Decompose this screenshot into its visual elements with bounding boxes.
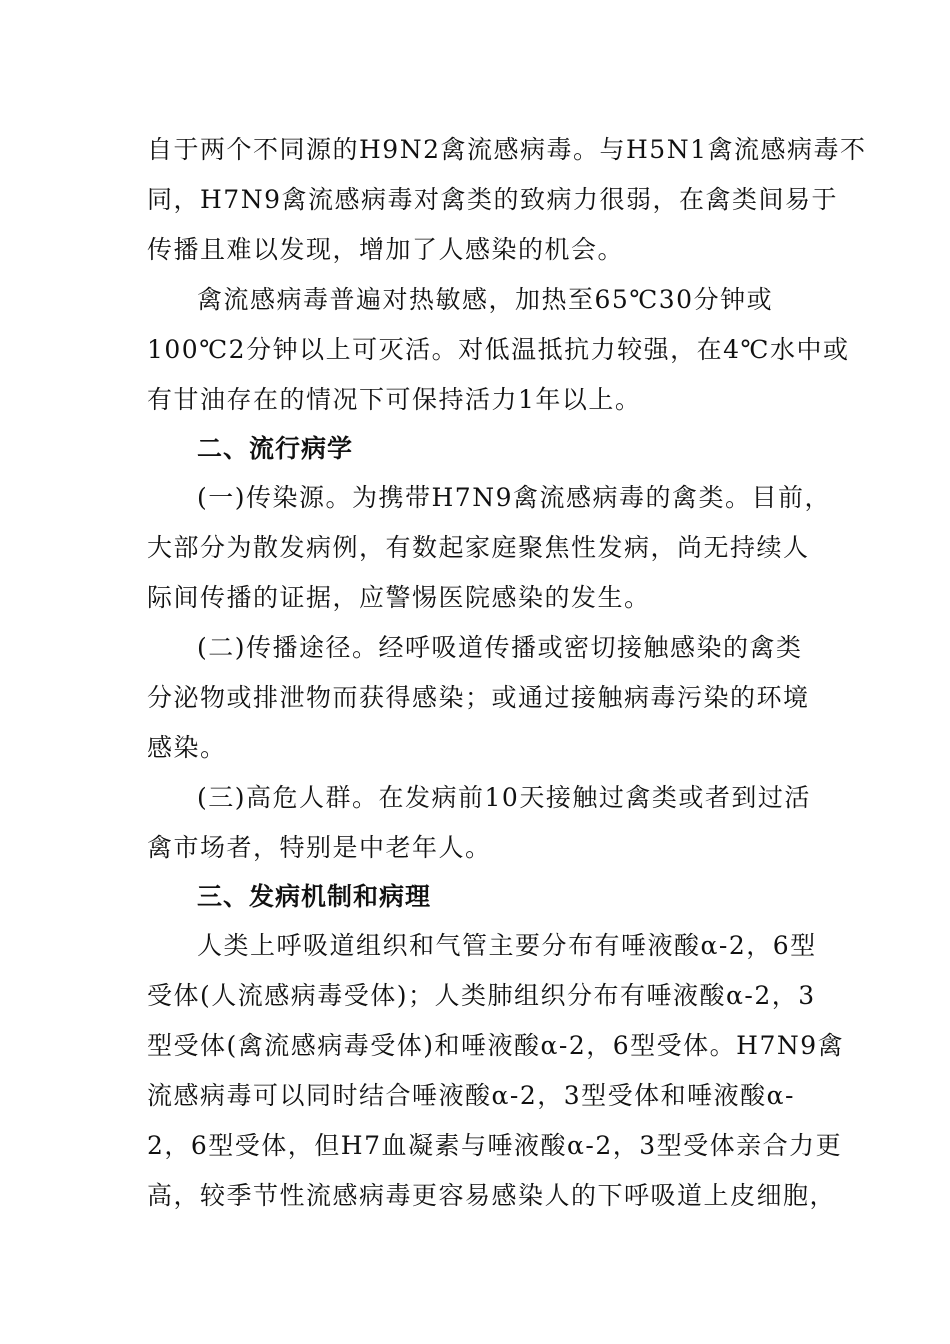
paragraph-line: 大部分为散发病例，有数起家庭聚焦性发病，尚无持续人 (147, 533, 810, 562)
paragraph-line: 人类上呼吸道组织和气管主要分布有唾液酸α-2，6型 (197, 931, 817, 960)
paragraph-line: 100℃2分钟以上可灭活。对低温抵抗力较强，在4℃水中或 (147, 335, 850, 364)
paragraph-line: 受体(人流感病毒受体)；人类肺组织分布有唾液酸α-2，3 (147, 981, 816, 1010)
paragraph-line: (一)传染源。为携带H7N9禽流感病毒的禽类。目前， (197, 483, 831, 512)
paragraph-line: 禽市场者，特别是中老年人。 (147, 833, 492, 862)
paragraph-line: 际间传播的证据，应警惕医院感染的发生。 (147, 583, 651, 612)
paragraph-line: 分泌物或排泄物而获得感染；或通过接触病毒污染的环境 (147, 683, 810, 712)
paragraph-line: 同，H7N9禽流感病毒对禽类的致病力很弱，在禽类间易于 (147, 185, 838, 214)
section-heading: 二、流行病学 (197, 434, 354, 463)
paragraph-line: 型受体(禽流感病毒受体)和唾液酸α-2，6型受体。H7N9禽 (147, 1031, 845, 1060)
paragraph-line: 2，6型受体，但H7血凝素与唾液酸α-2，3型受体亲合力更 (147, 1131, 843, 1160)
section-heading: 三、发病机制和病理 (197, 882, 432, 911)
paragraph-line: 传播且难以发现，增加了人感染的机会。 (147, 235, 625, 264)
paragraph-line: 感染。 (147, 733, 227, 762)
paragraph-line: 有甘油存在的情况下可保持活力1年以上。 (147, 385, 642, 414)
paragraph-line: 流感病毒可以同时结合唾液酸α-2，3型受体和唾液酸α- (147, 1081, 795, 1110)
paragraph-line: 禽流感病毒普遍对热敏感，加热至65℃30分钟或 (197, 285, 774, 314)
paragraph-line: 自于两个不同源的H9N2禽流感病毒。与H5N1禽流感病毒不 (147, 135, 867, 164)
paragraph-line: (二)传播途径。经呼吸道传播或密切接触感染的禽类 (197, 633, 803, 662)
paragraph-line: 高，较季节性流感病毒更容易感染人的下呼吸道上皮细胞， (147, 1181, 837, 1210)
paragraph-line: (三)高危人群。在发病前10天接触过禽类或者到过活 (197, 783, 811, 812)
